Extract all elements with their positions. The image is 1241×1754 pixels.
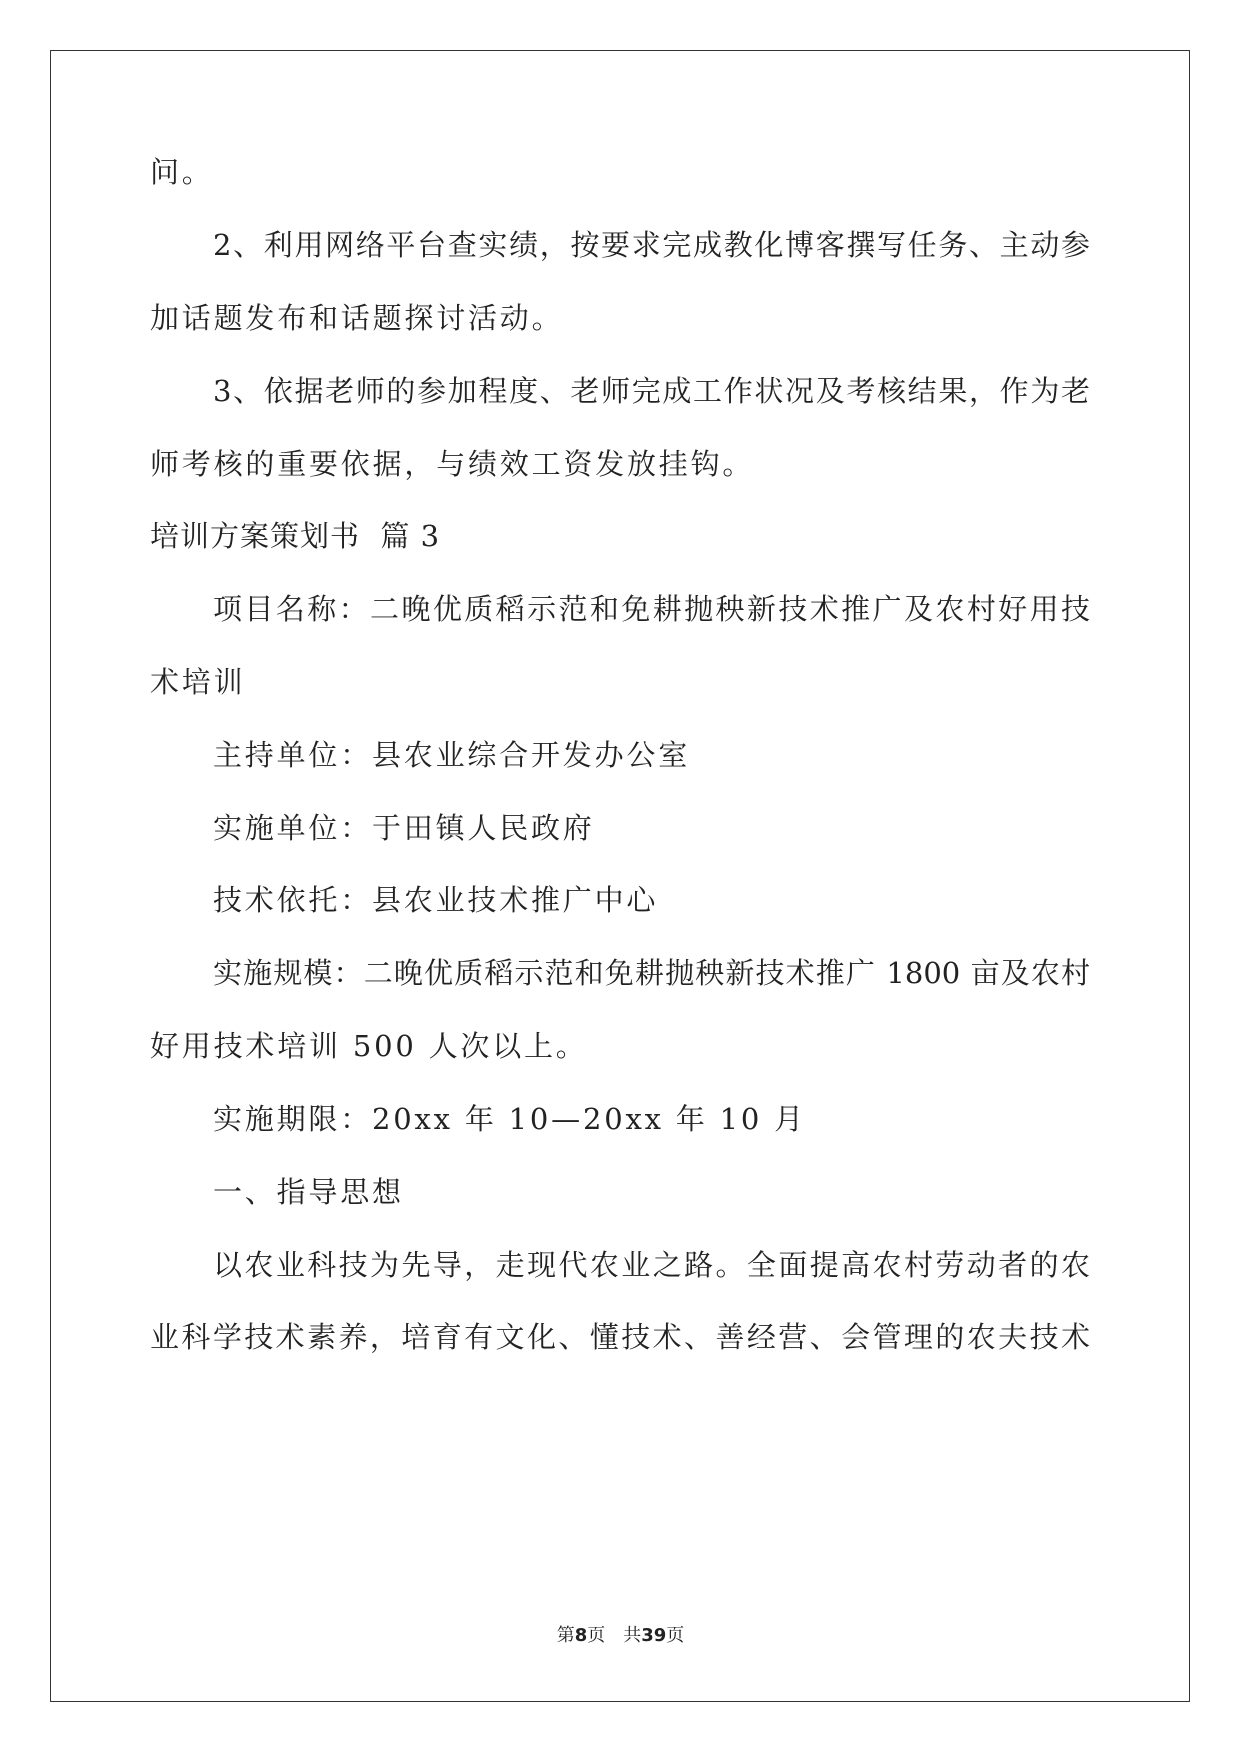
total-pages: 39 — [641, 1625, 667, 1646]
section-heading: 培训方案策划书 篇 3 — [150, 519, 441, 553]
text-line: 加话题发布和话题探讨活动。 — [150, 301, 564, 335]
total-suffix: 页 — [666, 1625, 685, 1646]
text-line: 2、利用网络平台查实绩，按要求完成教化博客撰写任务、主动参 — [213, 228, 1090, 262]
text-line: 好用技术培训 500 人次以上。 — [150, 1029, 588, 1063]
text-line: 实施规模：二晚优质稻示范和免耕抛秧新技术推广 1800 亩及农村 — [213, 956, 1090, 990]
text-line: 师考核的重要依据，与绩效工资发放挂钩。 — [150, 447, 755, 481]
text-line: 以农业科技为先导，走现代农业之路。全面提高农村劳动者的农 — [213, 1248, 1090, 1282]
text-line: 实施期限：20xx 年 10—20xx 年 10 月 — [213, 1102, 806, 1136]
page-prefix: 第 — [556, 1625, 575, 1646]
total-prefix: 共 — [623, 1625, 642, 1646]
text-line: 术培训 — [150, 665, 246, 699]
text-line: 技术依托：县农业技术推广中心 — [213, 883, 659, 917]
section-heading: 一、指导思想 — [213, 1175, 404, 1209]
page-footer — [0, 1624, 1241, 1648]
text-line: 实施单位：于田镇人民政府 — [213, 811, 595, 845]
page-number: 8 — [574, 1625, 588, 1646]
page-suffix: 页 — [587, 1625, 606, 1646]
text-line: 主持单位：县农业综合开发办公室 — [213, 738, 691, 772]
text-line: 3、依据老师的参加程度、老师完成工作状况及考核结果，作为老 — [213, 374, 1090, 408]
text-line: 问。 — [150, 155, 214, 189]
text-line: 业科学技术素养，培育有文化、懂技术、善经营、会管理的农夫技术 — [150, 1320, 1090, 1354]
text-line: 项目名称：二晚优质稻示范和免耕抛秧新技术推广及农村好用技 — [213, 592, 1090, 626]
